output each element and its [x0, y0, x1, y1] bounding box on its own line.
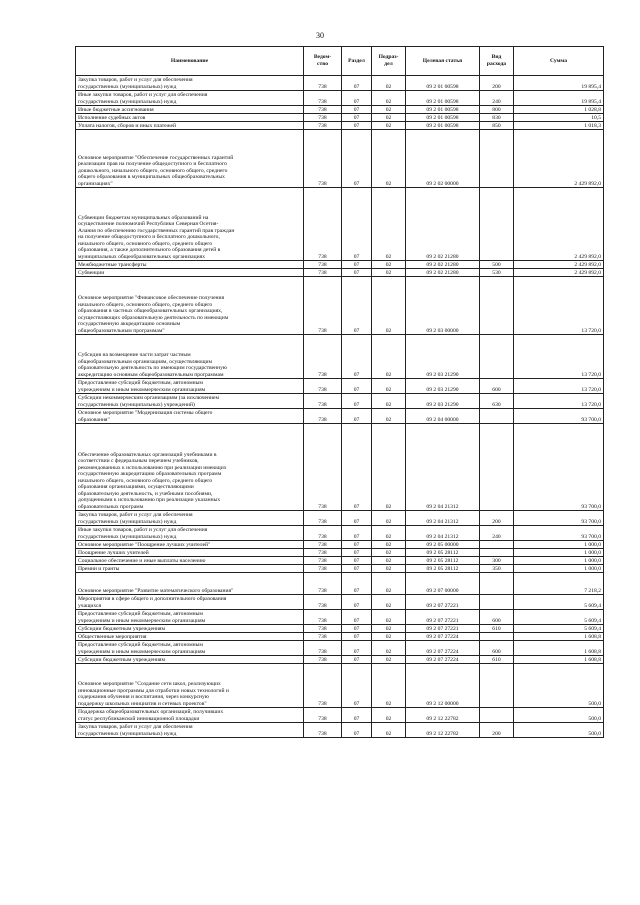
cell-expense-type: 850: [480, 122, 514, 130]
cell-sum: 13 720,0: [514, 277, 604, 335]
cell-dept: 738: [304, 573, 342, 595]
cell-sum: 500,0: [514, 708, 604, 723]
cell-name: Поощрение лучших учителей: [76, 549, 304, 557]
cell-subsection: 02: [372, 130, 406, 188]
cell-target-article: 09 2 02 21280: [406, 188, 480, 261]
cell-dept: 738: [304, 595, 342, 610]
cell-subsection: 02: [372, 122, 406, 130]
cell-name: Иные бюджетные ассигнования: [76, 106, 304, 114]
cell-dept: 738: [304, 424, 342, 511]
cell-expense-type: [480, 277, 514, 335]
cell-expense-type: 530: [480, 269, 514, 277]
cell-target-article: 09 2 02 21280: [406, 269, 480, 277]
cell-expense-type: 630: [480, 394, 514, 409]
cell-expense-type: 600: [480, 379, 514, 394]
cell-section: 07: [342, 188, 372, 261]
cell-expense-type: [480, 708, 514, 723]
cell-expense-type: 830: [480, 114, 514, 122]
cell-name: Субсидия на возмещение части затрат частным общеобразовательным организациям, осуществляющим образовательную деятельность по имеющим государственную аккредитацию основным общеобразовательным программам: [76, 335, 304, 379]
cell-expense-type: 200: [480, 723, 514, 738]
table-row: [76, 541, 604, 549]
cell-subsection: 02: [372, 565, 406, 573]
cell-target-article: 09 2 07 27224: [406, 633, 480, 641]
cell-expense-type: 240: [480, 526, 514, 541]
cell-subsection: 02: [372, 114, 406, 122]
cell-expense-type: 300: [480, 557, 514, 565]
cell-target-article: 09 2 03 00000: [406, 277, 480, 335]
table-row: [76, 723, 604, 738]
cell-sum: 10,5: [514, 114, 604, 122]
cell-section: 07: [342, 565, 372, 573]
cell-subsection: 02: [372, 633, 406, 641]
cell-sum: 1 608,8: [514, 641, 604, 656]
cell-name: Основное мероприятие "Финансовое обеспечение получения начального общего, основного общего, среднего общего образования в частных общеобразовательных организациях, осуществляющих образовательную деятельность по имеющим государственную аккредитацию основным общеобразовательным программам": [76, 277, 304, 335]
cell-section: 07: [342, 511, 372, 526]
cell-dept: 738: [304, 277, 342, 335]
cell-subsection: 02: [372, 664, 406, 708]
table-row: [76, 424, 604, 511]
table-row: [76, 565, 604, 573]
cell-section: 07: [342, 633, 372, 641]
cell-dept: 738: [304, 656, 342, 664]
cell-subsection: 02: [372, 106, 406, 114]
cell-sum: 19 895,4: [514, 76, 604, 91]
cell-subsection: 02: [372, 394, 406, 409]
cell-subsection: 02: [372, 261, 406, 269]
cell-section: 07: [342, 557, 372, 565]
cell-section: 07: [342, 595, 372, 610]
cell-section: 07: [342, 122, 372, 130]
cell-target-article: 09 2 01 00598: [406, 106, 480, 114]
table-row: [76, 633, 604, 641]
header-subsection: Подраз- дел: [372, 47, 406, 76]
table-row: [76, 664, 604, 708]
cell-expense-type: 600: [480, 610, 514, 625]
cell-section: 07: [342, 409, 372, 424]
cell-section: 07: [342, 610, 372, 625]
cell-subsection: 02: [372, 409, 406, 424]
table-row: [76, 573, 604, 595]
cell-name: Межбюджетные трансферты: [76, 261, 304, 269]
cell-expense-type: [480, 130, 514, 188]
table-row: [76, 188, 604, 261]
cell-name: Основное мероприятие "Обеспечение государственных гарантий реализации прав на получение общедоступного и бесплатного дошкольного, начального общего, основного общего, среднего общего образования в муниципальных общеобразовательных организациях": [76, 130, 304, 188]
cell-dept: 738: [304, 723, 342, 738]
table-row: [76, 130, 604, 188]
cell-section: 07: [342, 76, 372, 91]
cell-section: 07: [342, 625, 372, 633]
cell-target-article: 09 2 02 00000: [406, 130, 480, 188]
cell-target-article: 09 2 07 00000: [406, 573, 480, 595]
cell-sum: 7 218,2: [514, 573, 604, 595]
cell-expense-type: [480, 335, 514, 379]
cell-subsection: 02: [372, 557, 406, 565]
header-dept: Ведом- ство: [304, 47, 342, 76]
cell-expense-type: [480, 188, 514, 261]
cell-subsection: 02: [372, 625, 406, 633]
cell-name: Субсидии некоммерческим организациям (за исключением государственных (муниципальных) учреждений): [76, 394, 304, 409]
cell-section: 07: [342, 541, 372, 549]
cell-name: Основное мероприятие "Создание сети школ, реализующих инновационные программы для отработки новых технологий и содержания обучения и воспитания, через конкурсную поддержку школьных инициатив и сетевых проектов": [76, 664, 304, 708]
table-row: [76, 595, 604, 610]
cell-sum: 2 429 892,0: [514, 269, 604, 277]
cell-sum: 1 608,8: [514, 656, 604, 664]
cell-target-article: 09 2 12 22782: [406, 708, 480, 723]
cell-section: 07: [342, 723, 372, 738]
cell-sum: 93 700,0: [514, 424, 604, 511]
cell-expense-type: 350: [480, 565, 514, 573]
table-row: [76, 114, 604, 122]
cell-subsection: 02: [372, 641, 406, 656]
cell-target-article: 09 2 07 27224: [406, 641, 480, 656]
table-row: [76, 549, 604, 557]
cell-expense-type: [480, 573, 514, 595]
cell-subsection: 02: [372, 424, 406, 511]
cell-sum: 1 000,0: [514, 549, 604, 557]
cell-sum: 1 000,0: [514, 557, 604, 565]
cell-sum: 1 608,8: [514, 633, 604, 641]
cell-target-article: 09 2 03 21290: [406, 394, 480, 409]
cell-name: Предоставление субсидий бюджетным, автономным учреждениям и иным некоммерческим организациям: [76, 641, 304, 656]
cell-name: Закупка товаров, работ и услуг для обеспечения государственных (муниципальных) нужд: [76, 511, 304, 526]
cell-name: Основное мероприятие "Модернизация системы общего образования": [76, 409, 304, 424]
cell-target-article: 09 2 05 28112: [406, 565, 480, 573]
cell-dept: 738: [304, 664, 342, 708]
cell-name: Поддержка общеобразовательных организаций, получивших статус республиканской инновационной площадки: [76, 708, 304, 723]
cell-name: Субвенции: [76, 269, 304, 277]
cell-section: 07: [342, 656, 372, 664]
table-row: [76, 708, 604, 723]
cell-target-article: 09 2 01 00598: [406, 76, 480, 91]
cell-expense-type: 500: [480, 261, 514, 269]
cell-sum: 2 429 892,0: [514, 130, 604, 188]
cell-expense-type: 610: [480, 656, 514, 664]
header-name: Наименование: [76, 47, 304, 76]
cell-name: Закупка товаров, работ и услуг для обеспечения государственных (муниципальных) нужд: [76, 723, 304, 738]
cell-target-article: 09 2 07 27221: [406, 610, 480, 625]
cell-dept: 738: [304, 633, 342, 641]
cell-dept: 738: [304, 511, 342, 526]
cell-sum: 1 028,8: [514, 106, 604, 114]
cell-expense-type: [480, 549, 514, 557]
cell-subsection: 02: [372, 277, 406, 335]
cell-target-article: 09 2 12 00000: [406, 664, 480, 708]
cell-target-article: 09 2 07 27224: [406, 656, 480, 664]
cell-dept: 738: [304, 122, 342, 130]
cell-target-article: 09 2 03 21290: [406, 335, 480, 379]
cell-dept: 738: [304, 269, 342, 277]
cell-dept: 738: [304, 76, 342, 91]
cell-dept: 738: [304, 409, 342, 424]
cell-name: Закупка товаров, работ и услуг для обеспечения государственных (муниципальных) нужд: [76, 76, 304, 91]
cell-target-article: 09 2 04 21312: [406, 526, 480, 541]
cell-dept: 738: [304, 610, 342, 625]
cell-subsection: 02: [372, 76, 406, 91]
cell-dept: 738: [304, 625, 342, 633]
cell-subsection: 02: [372, 541, 406, 549]
table-row: [76, 335, 604, 379]
cell-section: 07: [342, 394, 372, 409]
cell-subsection: 02: [372, 708, 406, 723]
cell-sum: 5 609,4: [514, 595, 604, 610]
cell-sum: 13 720,0: [514, 379, 604, 394]
table-row: [76, 409, 604, 424]
cell-name: Основное мероприятие "Развитие математического образования": [76, 573, 304, 595]
cell-sum: 93 700,0: [514, 511, 604, 526]
cell-subsection: 02: [372, 573, 406, 595]
table-row: [76, 625, 604, 633]
cell-sum: 1 018,3: [514, 122, 604, 130]
cell-section: 07: [342, 106, 372, 114]
table-row: [76, 394, 604, 409]
cell-dept: 738: [304, 557, 342, 565]
table-row: [76, 122, 604, 130]
cell-section: 07: [342, 114, 372, 122]
cell-name: Иные закупки товаров, работ и услуг для обеспечения государственных (муниципальных) нужд: [76, 526, 304, 541]
cell-target-article: 09 2 05 28112: [406, 549, 480, 557]
cell-section: 07: [342, 424, 372, 511]
cell-dept: 738: [304, 114, 342, 122]
table-row: [76, 106, 604, 114]
cell-expense-type: [480, 409, 514, 424]
cell-sum: 93 700,0: [514, 526, 604, 541]
cell-dept: 738: [304, 91, 342, 106]
cell-sum: 13 720,0: [514, 335, 604, 379]
cell-sum: 19 895,4: [514, 91, 604, 106]
header-sum: Сумма: [514, 47, 604, 76]
cell-expense-type: 600: [480, 641, 514, 656]
header-target-article: Целевая статья: [406, 47, 480, 76]
cell-target-article: 09 2 01 00598: [406, 122, 480, 130]
cell-sum: 2 429 892,0: [514, 261, 604, 269]
cell-section: 07: [342, 708, 372, 723]
cell-dept: 738: [304, 130, 342, 188]
cell-target-article: 09 2 04 00000: [406, 409, 480, 424]
table-row: [76, 526, 604, 541]
cell-sum: 500,0: [514, 664, 604, 708]
cell-section: 07: [342, 261, 372, 269]
cell-sum: 1 000,0: [514, 565, 604, 573]
table-row: [76, 656, 604, 664]
cell-name: Исполнение судебных актов: [76, 114, 304, 122]
cell-subsection: 02: [372, 595, 406, 610]
cell-subsection: 02: [372, 656, 406, 664]
cell-target-article: 09 2 01 00598: [406, 91, 480, 106]
cell-expense-type: [480, 633, 514, 641]
table-row: [76, 557, 604, 565]
cell-dept: 738: [304, 188, 342, 261]
cell-dept: 738: [304, 549, 342, 557]
cell-expense-type: [480, 424, 514, 511]
table-row: [76, 610, 604, 625]
cell-target-article: 09 2 01 00598: [406, 114, 480, 122]
cell-section: 07: [342, 130, 372, 188]
cell-sum: 93 700,0: [514, 409, 604, 424]
cell-subsection: 02: [372, 526, 406, 541]
cell-dept: 738: [304, 641, 342, 656]
table-body: [76, 76, 604, 738]
cell-subsection: 02: [372, 379, 406, 394]
cell-name: Иные закупки товаров, работ и услуг для обеспечения государственных (муниципальных) нужд: [76, 91, 304, 106]
cell-dept: 738: [304, 379, 342, 394]
cell-name: Основное мероприятие "Поощрение лучших учителей": [76, 541, 304, 549]
cell-target-article: 09 2 04 21312: [406, 424, 480, 511]
cell-target-article: 09 2 04 21312: [406, 511, 480, 526]
cell-section: 07: [342, 526, 372, 541]
cell-name: Субсидии бюджетным учреждениям: [76, 656, 304, 664]
cell-target-article: 09 2 12 22782: [406, 723, 480, 738]
cell-name: Предоставление субсидий бюджетным, автономным учреждениям и иным некоммерческим организациям: [76, 379, 304, 394]
cell-expense-type: [480, 664, 514, 708]
cell-subsection: 02: [372, 91, 406, 106]
cell-name: Социальное обеспечение и иные выплаты населению: [76, 557, 304, 565]
cell-subsection: 02: [372, 269, 406, 277]
cell-sum: 500,0: [514, 723, 604, 738]
page-number: 30: [316, 31, 324, 40]
cell-target-article: 09 2 07 27221: [406, 595, 480, 610]
cell-section: 07: [342, 573, 372, 595]
cell-section: 07: [342, 91, 372, 106]
cell-name: Уплата налогов, сборов и иных платежей: [76, 122, 304, 130]
cell-subsection: 02: [372, 335, 406, 379]
cell-section: 07: [342, 277, 372, 335]
cell-name: Общественные мероприятия: [76, 633, 304, 641]
cell-section: 07: [342, 269, 372, 277]
cell-dept: 738: [304, 526, 342, 541]
cell-target-article: 09 2 02 21280: [406, 261, 480, 269]
cell-expense-type: 240: [480, 91, 514, 106]
cell-section: 07: [342, 641, 372, 656]
cell-subsection: 02: [372, 549, 406, 557]
cell-sum: 2 429 892,0: [514, 188, 604, 261]
table-row: [76, 277, 604, 335]
cell-subsection: 02: [372, 511, 406, 526]
cell-subsection: 02: [372, 188, 406, 261]
cell-name: Субсидии бюджетным учреждениям: [76, 625, 304, 633]
cell-target-article: 09 2 07 27221: [406, 625, 480, 633]
cell-target-article: 09 2 05 00000: [406, 541, 480, 549]
cell-dept: 738: [304, 565, 342, 573]
cell-expense-type: 610: [480, 625, 514, 633]
cell-expense-type: 800: [480, 106, 514, 114]
table-header-row: [76, 47, 604, 76]
cell-name: Обеспечение образовательных организаций учебниками в соответствии с федеральным перечнем учебников, рекомендованных к использованию при реализации имеющих государственную аккредитацию образовательных программ начального общего, основного общего, среднего общего образования организациями, осуществляющими образовательную деятельность, и учебными пособиями, допущенными к использованию при реализации указанных образовательных программ: [76, 424, 304, 511]
header-expense-type: Вид расхода: [480, 47, 514, 76]
table-row: [76, 641, 604, 656]
budget-table: [75, 46, 604, 738]
cell-section: 07: [342, 664, 372, 708]
table-row: [76, 91, 604, 106]
cell-subsection: 02: [372, 723, 406, 738]
cell-dept: 738: [304, 261, 342, 269]
cell-name: Премии и гранты: [76, 565, 304, 573]
cell-dept: 738: [304, 335, 342, 379]
cell-dept: 738: [304, 394, 342, 409]
cell-sum: 13 720,0: [514, 394, 604, 409]
cell-target-article: 09 2 03 21290: [406, 379, 480, 394]
cell-section: 07: [342, 335, 372, 379]
table-row: [76, 269, 604, 277]
cell-section: 07: [342, 379, 372, 394]
table-row: [76, 76, 604, 91]
cell-dept: 738: [304, 541, 342, 549]
cell-name: Предоставление субсидий бюджетным, автономным учреждениям и иным некоммерческим организациям: [76, 610, 304, 625]
cell-section: 07: [342, 549, 372, 557]
cell-name: Мероприятия в сфере общего и дополнительного образования учащихся: [76, 595, 304, 610]
table-row: [76, 511, 604, 526]
cell-name: Субвенции бюджетам муниципальных образований на осуществление полномочий Республики Северная Осетия- Алания по обеспечению государственных гарантий прав граждан на получение общедоступного и бесплатного дошкольного, начального общего, основного общего, среднего общего образования, а также дополнительного образования детей в муниципальных общеобразовательных организациях: [76, 188, 304, 261]
cell-expense-type: 200: [480, 511, 514, 526]
cell-dept: 738: [304, 106, 342, 114]
header-section: Раздел: [342, 47, 372, 76]
cell-sum: 1 000,0: [514, 541, 604, 549]
cell-sum: 5 609,4: [514, 625, 604, 633]
cell-sum: 5 609,4: [514, 610, 604, 625]
cell-dept: 738: [304, 708, 342, 723]
table-row: [76, 261, 604, 269]
table-row: [76, 379, 604, 394]
cell-target-article: 09 2 05 28112: [406, 557, 480, 565]
cell-expense-type: [480, 595, 514, 610]
cell-expense-type: [480, 541, 514, 549]
cell-expense-type: 200: [480, 76, 514, 91]
cell-subsection: 02: [372, 610, 406, 625]
